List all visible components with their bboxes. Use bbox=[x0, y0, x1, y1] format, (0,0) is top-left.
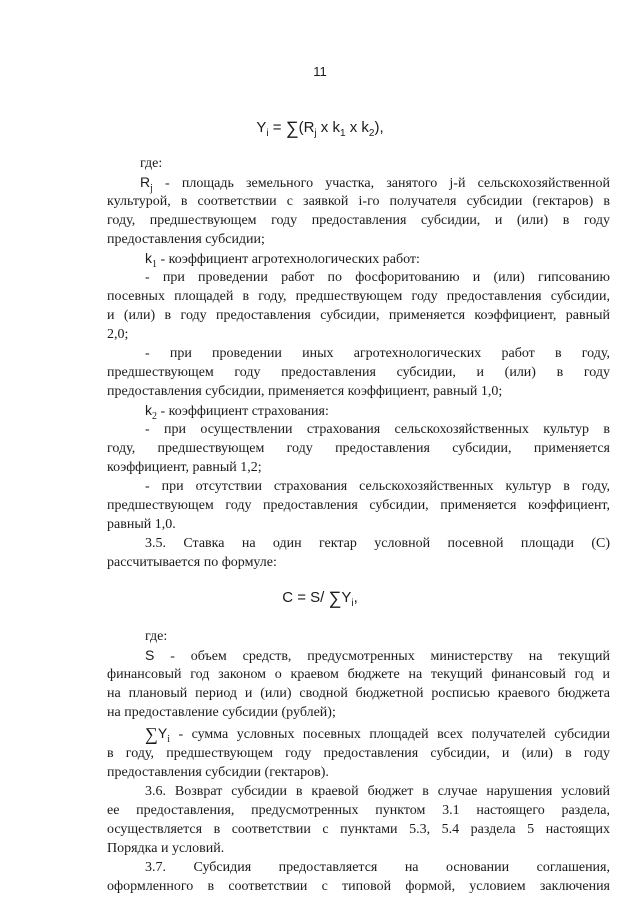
where-label-2: где: bbox=[145, 629, 168, 644]
paragraph-3-7: 3.7. Субсидия предоставляется на основании соглашения, bbox=[145, 860, 610, 875]
sum-yi-definition: $\sum Y_i$ - сумма условных посевных площадей всех получателей субсидии bbox=[145, 724, 610, 745]
k1-phosphate-line: и (или) в году предоставления субсидии, применяется коэффициент, равный bbox=[107, 308, 610, 323]
paragraph-3-7-line: оформленного в соответствии с типовой формой, условием заключения bbox=[107, 879, 610, 894]
k1-phosphate-line: посевных площадей в году, предшествующем году предоставления субсидии, bbox=[107, 289, 610, 304]
paragraph-3-6-line: Порядка и условий. bbox=[107, 841, 225, 856]
paragraph-3-5: 3.5. Ставка на один гектар условной посевной площади (С) bbox=[145, 536, 610, 551]
s-definition-line: на предоставление субсидии (рублей); bbox=[107, 705, 336, 720]
k2-no-insurance-line: равный 1,0. bbox=[107, 517, 176, 532]
formula-yi: $Y_i = \sum(R_j$ x $k_1$ x $k_2$), bbox=[256, 118, 384, 139]
k2-definition: $k_2$ - коэффициент страхования: bbox=[145, 402, 329, 422]
where-label-1: где: bbox=[140, 156, 163, 171]
page-number: 11 bbox=[313, 64, 327, 79]
sum-icon: ∑ bbox=[145, 724, 158, 744]
paragraph-3-6-line: осуществляется в соответствии с пунктами 5.3, 5.4 раздела 5 настоящих bbox=[107, 822, 610, 837]
k1-other-line: предшествующем году предоставления субсидии, и (или) в году bbox=[107, 365, 610, 380]
formula-c: C = S/ $\sum Y_i$, bbox=[282, 588, 358, 609]
k1-other-line: предоставления субсидии, применяется коэффициент, равный 1,0; bbox=[107, 384, 503, 399]
k1-phosphate-item: - при проведении работ по фосфоритованию и (или) гипсованию bbox=[145, 270, 610, 285]
sum-yi-definition-line: предоставления субсидии (гектаров). bbox=[107, 765, 329, 780]
s-definition-line: финансовый год законом о краевом бюджете на текущий финансовый год и bbox=[107, 667, 610, 682]
r-definition-line: году, предшествующем году предоставления субсидии, и (или) в году bbox=[107, 213, 610, 228]
r-definition-line: предоставления субсидии; bbox=[107, 232, 265, 247]
k1-other-item: - при проведении иных агротехнологических работ в году, bbox=[145, 346, 610, 361]
paragraph-3-6: 3.6. Возврат субсидии в краевой бюджет в случае нарушения условий bbox=[145, 784, 610, 799]
k2-insurance-item: - при осуществлении страхования сельскохозяйственных культур в bbox=[145, 422, 610, 437]
k2-no-insurance-line: предшествующем году предоставления субсидии, применяется коэффициент, bbox=[107, 498, 610, 513]
paragraph-3-6-line: ее предоставления, предусмотренных пунктом 3.1 настоящего раздела, bbox=[107, 803, 610, 818]
k2-insurance-line: году, предшествующем году предоставления субсидии, применяется bbox=[107, 441, 610, 456]
r-definition-line: культурой, в соответствии с заявкой i-го получателя субсидии (гектаров) в bbox=[107, 194, 610, 209]
s-definition: S - объем средств, предусмотренных министерству на текущий bbox=[145, 647, 610, 664]
sum-icon: ∑ bbox=[285, 118, 299, 138]
k2-no-insurance-item: - при отсутствии страхования сельскохозяйственных культур в году, bbox=[145, 479, 610, 494]
s-definition-line: на плановый период и (или) сводной бюджетной росписью краевого бюджета bbox=[107, 686, 610, 701]
k1-definition: $k_1$ - коэффициент агротехнологических работ: bbox=[145, 250, 420, 270]
sum-yi-definition-line: в году, предшествующем году предоставления субсидии, и (или) в году bbox=[107, 746, 610, 761]
k1-phosphate-line: 2,0; bbox=[107, 327, 129, 342]
r-definition: $R_j$ - площадь земельного участка, занятого j-й сельскохозяйственной bbox=[140, 174, 610, 194]
sum-icon: ∑ bbox=[328, 588, 342, 608]
k2-insurance-line: коэффициент, равный 1,2; bbox=[107, 460, 262, 475]
paragraph-3-5-line: рассчитывается по формуле: bbox=[107, 555, 277, 570]
